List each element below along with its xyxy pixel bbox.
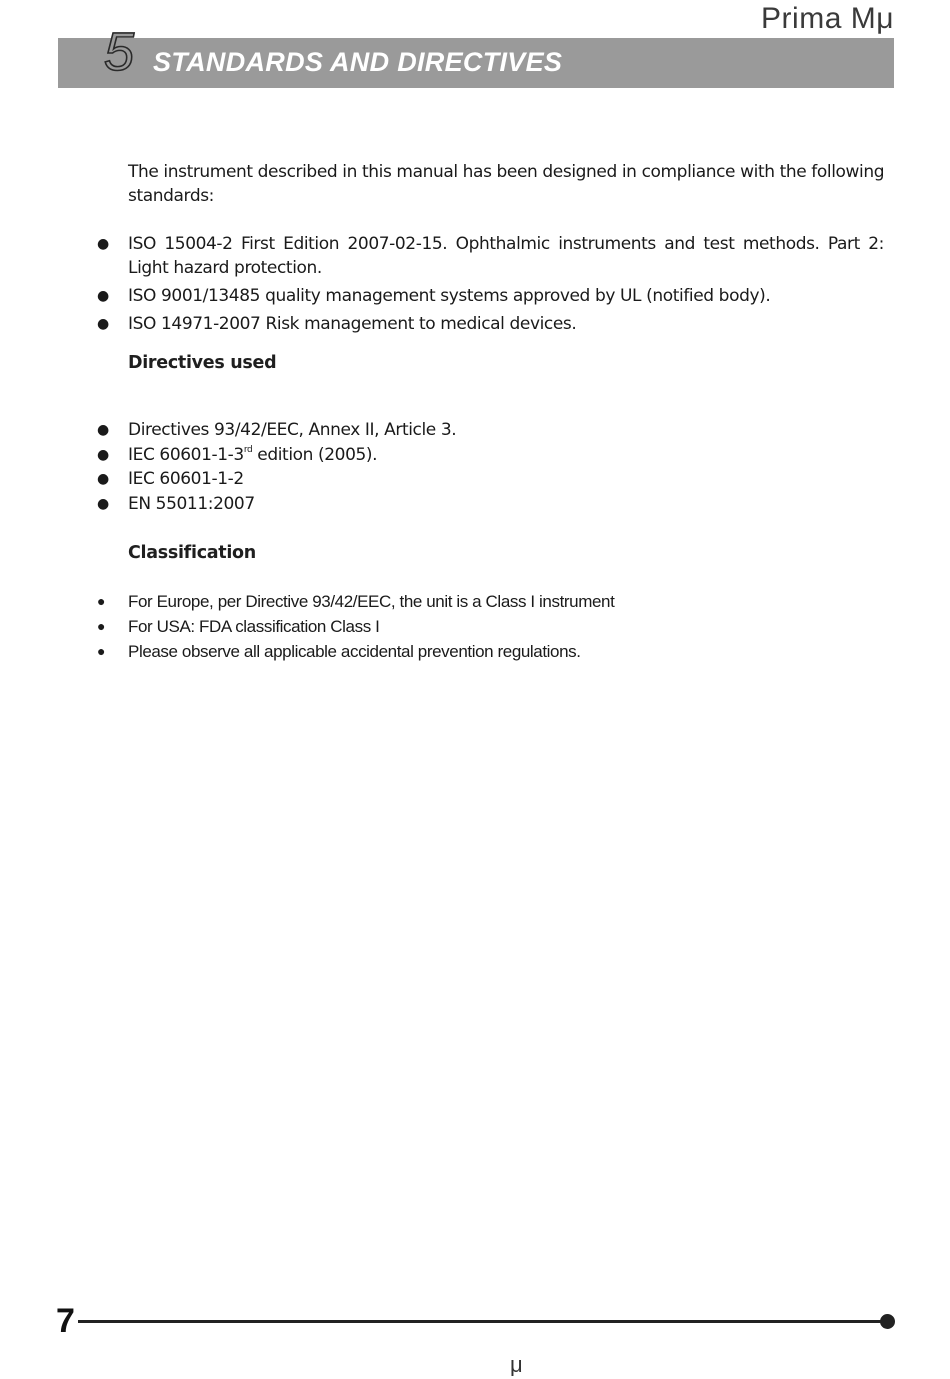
page-number: 7 — [56, 1302, 75, 1340]
list-item-text: Please observe all applicable accidental prevention regulations. — [128, 642, 581, 661]
chapter-number: 5 — [104, 22, 135, 82]
classification-heading: Classification — [128, 543, 256, 563]
bullet-icon: ● — [97, 593, 106, 609]
list-item-text: IEC 60601-1-3rd edition (2005). — [128, 444, 378, 465]
footer-rule — [78, 1320, 884, 1323]
footer-rule-dot-icon — [880, 1314, 895, 1329]
list-item-text: Directives 93/42/EEC, Annex II, Article 3. — [128, 420, 457, 440]
footer-mark: μ — [510, 1352, 523, 1377]
list-item-text: ISO 9001/13485 quality management systems approved by UL (notified body). — [128, 286, 771, 306]
list-item-text: For Europe, per Directive 93/42/EEC, the unit is a Class I instrument — [128, 592, 615, 611]
superscript: rd — [243, 444, 253, 455]
bullet-icon: ● — [97, 422, 109, 438]
directives-list — [0, 418, 884, 516]
list-item-text: For USA: FDA classification Class I — [128, 617, 380, 636]
bullet-icon: ● — [97, 316, 109, 332]
list-item-text: ISO 15004-2 First Edition 2007-02-15. Ophthalmic instruments and test methods. Part 2: Light hazard protection. — [128, 234, 884, 278]
bullet-icon: ● — [97, 618, 106, 634]
list-item — [0, 443, 884, 468]
classification-list — [0, 589, 884, 664]
list-item — [0, 467, 884, 492]
list-item — [0, 639, 884, 664]
list-item — [0, 232, 884, 280]
bullet-icon: ● — [97, 288, 109, 304]
bullet-icon: ● — [97, 446, 109, 463]
intro-paragraph: The instrument described in this manual has been designed in compliance with the following standards: — [128, 162, 885, 206]
list-item — [0, 284, 884, 308]
list-item — [0, 614, 884, 639]
chapter-title: STANDARDS AND DIRECTIVES — [153, 47, 563, 77]
list-item — [0, 418, 884, 443]
bullet-icon: ● — [97, 643, 106, 659]
standards-list — [0, 232, 884, 340]
brand-title: Prima Mμ — [761, 2, 894, 35]
list-item-text: ISO 14971-2007 Risk management to medical devices. — [128, 314, 577, 334]
list-item — [0, 312, 884, 336]
bullet-icon: ● — [97, 471, 109, 487]
list-item — [0, 492, 884, 517]
list-item-text: IEC 60601-1-2 — [128, 469, 244, 489]
bullet-icon: ● — [97, 236, 109, 252]
directives-heading: Directives used — [128, 353, 277, 373]
list-item-text: EN 55011:2007 — [128, 493, 255, 514]
list-item — [0, 589, 884, 614]
bullet-icon: ● — [97, 495, 109, 512]
